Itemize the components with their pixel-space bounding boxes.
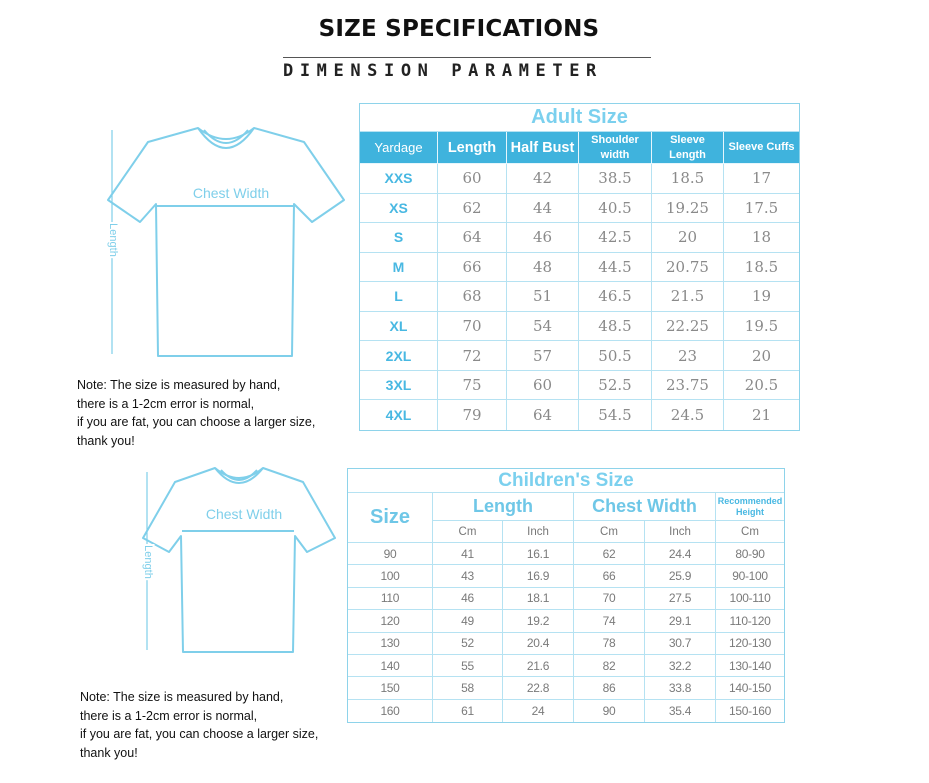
header-sleeve-cuffs: Sleeve Cuffs [724,132,799,164]
table-cell: 4XL [360,400,438,430]
table-cell: 24.5 [652,400,724,430]
adult-length-label: Length [107,223,119,257]
table-cell: 64 [507,400,579,430]
table-cell: 86 [574,677,645,699]
table-cell: 25.9 [645,565,716,587]
table-cell: 32.2 [645,655,716,677]
table-cell: 20 [652,223,724,253]
header-length-group: Length [433,493,574,521]
table-cell: 33.8 [645,677,716,699]
table-cell: 22.25 [652,312,724,342]
table-cell: 90 [574,700,645,722]
table-cell: 50.5 [579,341,652,371]
table-cell: 24 [503,700,574,722]
table-cell: 160 [348,700,433,722]
header-recommended-height: Recommended Height [716,493,784,521]
header-size: Size [348,493,433,543]
table-cell: 52.5 [579,371,652,401]
table-cell: 27.5 [645,588,716,610]
unit-cell: Cm [716,521,784,543]
unit-cell: Cm [433,521,503,543]
table-cell: 18.5 [724,253,799,283]
table-cell: 46 [507,223,579,253]
table-cell: 18.5 [652,164,724,194]
table-cell: 2XL [360,341,438,371]
table-cell: 43 [433,565,503,587]
table-cell: 58 [433,677,503,699]
note-line: Note: The size is measured by hand, [80,690,284,704]
table-cell: 82 [574,655,645,677]
table-cell: 21.5 [652,282,724,312]
table-cell: 130 [348,633,433,655]
table-cell: L [360,282,438,312]
table-cell: 3XL [360,371,438,401]
table-cell: 21.6 [503,655,574,677]
adult-table-title: Adult Size [360,104,799,132]
title-divider [283,57,651,58]
table-cell: XS [360,194,438,224]
table-cell: 62 [438,194,507,224]
unit-cell: Inch [503,521,574,543]
table-cell: 60 [507,371,579,401]
table-cell: 62 [574,543,645,565]
table-cell: 41 [433,543,503,565]
table-cell: XL [360,312,438,342]
table-cell: 42 [507,164,579,194]
table-cell: 24.4 [645,543,716,565]
table-cell: 38.5 [579,164,652,194]
table-cell: 74 [574,610,645,632]
table-cell: 100-110 [716,588,784,610]
table-cell: 110 [348,588,433,610]
children-table-title: Children's Size [348,469,784,493]
table-cell: 66 [438,253,507,283]
table-cell: 140 [348,655,433,677]
table-cell: 46.5 [579,282,652,312]
table-cell: 130-140 [716,655,784,677]
table-cell: 16.9 [503,565,574,587]
table-cell: 19.2 [503,610,574,632]
table-cell: 120 [348,610,433,632]
table-cell: 48.5 [579,312,652,342]
children-tshirt-icon [135,462,345,657]
table-cell: 110-120 [716,610,784,632]
children-note [80,688,318,762]
table-cell: 35.4 [645,700,716,722]
unit-cell: Inch [645,521,716,543]
table-cell: XXS [360,164,438,194]
table-cell: 68 [438,282,507,312]
note-line: if you are fat, you can choose a larger size, [77,415,316,429]
table-cell: 22.8 [503,677,574,699]
adult-tshirt-icon [100,120,350,365]
table-cell: 75 [438,371,507,401]
table-cell: 66 [574,565,645,587]
table-cell: 78 [574,633,645,655]
table-cell: 79 [438,400,507,430]
note-line: Note: The size is measured by hand, [77,378,281,392]
table-cell: 29.1 [645,610,716,632]
table-cell: 140-150 [716,677,784,699]
adult-chest-width-label: Chest Width [192,185,270,201]
table-cell: 40.5 [579,194,652,224]
table-cell: 30.7 [645,633,716,655]
note-line: thank you! [80,745,138,760]
table-cell: 54 [507,312,579,342]
header-sleeve-length: Sleeve Length [652,132,724,164]
page-subtitle: DIMENSION PARAMETER [283,61,603,81]
table-cell: 60 [438,164,507,194]
table-cell: 57 [507,341,579,371]
table-cell: 44.5 [579,253,652,283]
table-cell: 46 [433,588,503,610]
table-cell: 17 [724,164,799,194]
header-yardage: Yardage [360,132,438,164]
header-shoulder-width: Shoulder width [579,132,652,164]
table-cell: M [360,253,438,283]
table-cell: 17.5 [724,194,799,224]
table-cell: 23 [652,341,724,371]
table-cell: 20.4 [503,633,574,655]
table-cell: 120-130 [716,633,784,655]
table-cell: 23.75 [652,371,724,401]
note-line: thank you! [77,433,135,448]
table-cell: 100 [348,565,433,587]
table-cell: 90 [348,543,433,565]
table-cell: 54.5 [579,400,652,430]
table-cell: 80-90 [716,543,784,565]
header-half-bust: Half Bust [507,132,579,164]
table-cell: 49 [433,610,503,632]
table-cell: 21 [751,406,772,425]
table-cell: 52 [433,633,503,655]
children-chest-width-label: Chest Width [205,506,283,522]
adult-note [77,376,315,450]
table-cell: 44 [507,194,579,224]
table-cell: 18 [724,223,799,253]
table-cell: 42.5 [579,223,652,253]
table-cell: 19.25 [652,194,724,224]
table-cell: 20 [724,341,799,371]
table-cell: 55 [433,655,503,677]
table-cell: 51 [507,282,579,312]
children-size-table [347,468,785,723]
table-cell: 61 [433,700,503,722]
table-cell: 64 [438,223,507,253]
note-line: there is a 1-2cm error is normal, [77,396,255,411]
table-cell: 70 [574,588,645,610]
table-cell: S [360,223,438,253]
table-cell: 150-160 [729,703,771,718]
note-line: if you are fat, you can choose a larger size, [80,727,319,741]
table-cell: 150 [348,677,433,699]
note-line: there is a 1-2cm error is normal, [80,708,258,723]
header-length: Length [438,132,507,164]
table-cell: 70 [438,312,507,342]
unit-cell: Cm [574,521,645,543]
table-cell: 48 [507,253,579,283]
table-cell: 19.5 [724,312,799,342]
children-length-label: Length [142,545,154,579]
table-cell: 18.1 [503,588,574,610]
header-chest-width-group: Chest Width [574,493,716,521]
table-cell: 90-100 [716,565,784,587]
page-title: SIZE SPECIFICATIONS [318,16,600,42]
table-cell: 20.5 [724,371,799,401]
table-cell: 19 [724,282,799,312]
adult-size-table [359,103,800,431]
table-cell: 72 [438,341,507,371]
table-cell: 20.75 [652,253,724,283]
table-cell: 16.1 [503,543,574,565]
